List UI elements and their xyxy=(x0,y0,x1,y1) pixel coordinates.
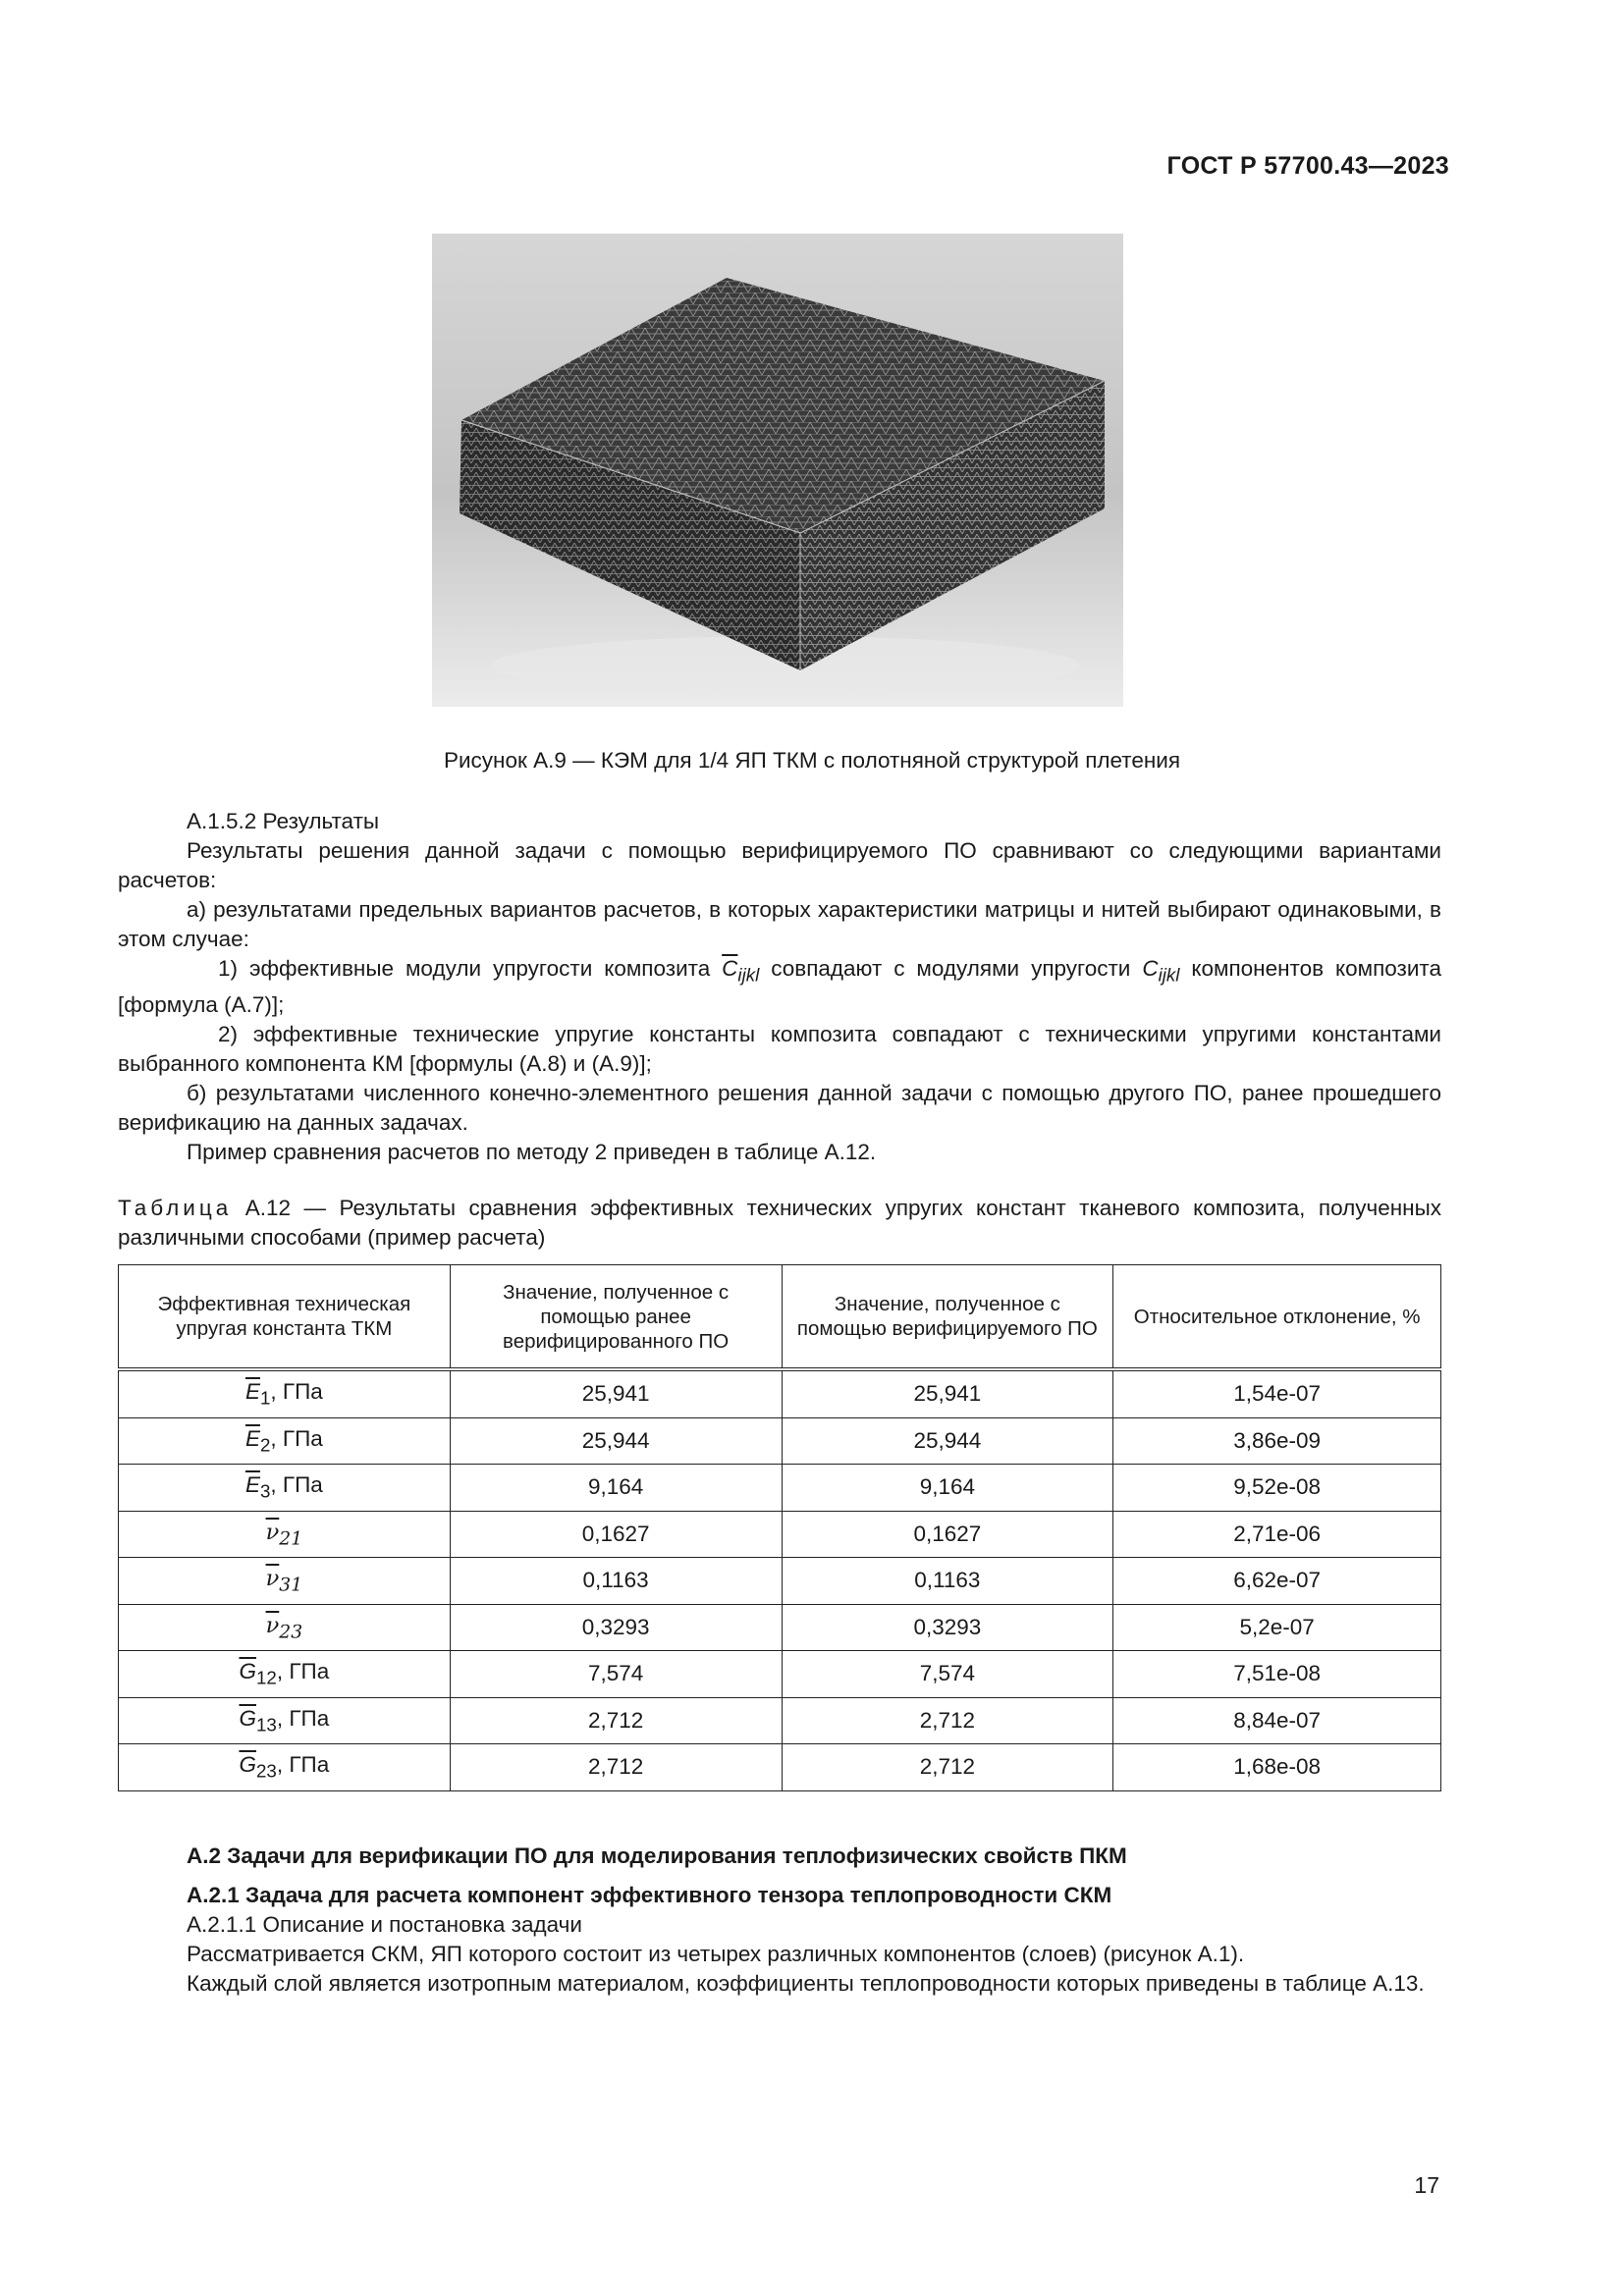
figure-caption: Рисунок А.9 — КЭМ для 1/4 ЯП ТКМ с полотняной структурой плетения xyxy=(443,748,1181,773)
table-caption xyxy=(118,1194,1441,1253)
paragraph: б) результатами численного конечно-элементного решения данной задачи с помощью другого ПО, ранее прошедшего верификацию на данных задачах. xyxy=(118,1080,1441,1135)
ver-value-cell: 2,712 xyxy=(782,1744,1113,1791)
table-header: Относительное отклонение, % xyxy=(1113,1265,1441,1370)
table-row xyxy=(119,1511,1441,1558)
paragraph: Каждый слой является изотропным материалом, коэффициенты теплопроводности которых приведены в таблице А.13. xyxy=(187,1971,1425,1996)
table-row xyxy=(119,1558,1441,1605)
results-section xyxy=(118,807,1441,1167)
paragraph: 2) эффективные технические упругие константы композита совпадают с техническими упругими константами выбранного компонента КМ [формулы (А.8) и (А.9)]; xyxy=(118,1021,1441,1076)
ver-value-cell: 25,944 xyxy=(782,1417,1113,1465)
ver-value-cell: 2,712 xyxy=(782,1697,1113,1744)
table-header: Эффективная техническая упругая константа ТКМ xyxy=(119,1265,451,1370)
ref-value-cell: 0,1163 xyxy=(450,1558,782,1605)
deviation-cell: 5,2e-07 xyxy=(1113,1604,1441,1651)
table-row xyxy=(119,1697,1441,1744)
paragraph: Рассматривается СКМ, ЯП которого состоит из четырех различных компонентов (слоев) (рисунок А.1). xyxy=(187,1942,1245,1966)
paragraph-formula: 1) эффективные модули упругости композита $\overline{C}_{ijkl}$ совпадают с модулями упругости $C_{ijkl}$ компонентов композита [формула (А.7)]; xyxy=(118,956,1441,1017)
mesh-figure xyxy=(432,234,1123,707)
ref-value-cell: 2,712 xyxy=(450,1744,782,1791)
ver-value-cell: 0,1163 xyxy=(782,1558,1113,1605)
fem-mesh-image xyxy=(432,234,1123,707)
ref-value-cell: 25,941 xyxy=(450,1369,782,1417)
table-row xyxy=(119,1417,1441,1465)
ver-value-cell: 9,164 xyxy=(782,1465,1113,1512)
table-header: Значение, полученное с помощью ранее верифицированного ПО xyxy=(450,1265,782,1370)
ref-value-cell: 2,712 xyxy=(450,1697,782,1744)
deviation-cell: 6,62e-07 xyxy=(1113,1558,1441,1605)
table-header-row xyxy=(119,1265,1441,1370)
standard-designation: ГОСТ Р 57700.43—2023 xyxy=(1166,152,1449,180)
constant-cell: $\overline{E}_1$, ГПа xyxy=(119,1369,451,1417)
paragraph: а) результатами предельных вариантов расчетов, в которых характеристики матрицы и нитей выбирают одинаковыми, в этом случае: xyxy=(118,897,1441,951)
table-row xyxy=(119,1744,1441,1791)
deviation-cell: 7,51e-08 xyxy=(1113,1651,1441,1698)
paragraph: Пример сравнения расчетов по методу 2 приведен в таблице А.12. xyxy=(187,1139,877,1164)
table-row xyxy=(119,1651,1441,1698)
subsection-heading: А.2.1 Задача для расчета компонент эффективного тензора теплопроводности СКМ xyxy=(187,1883,1112,1907)
table-row xyxy=(119,1604,1441,1651)
results-table xyxy=(118,1264,1441,1791)
ref-value-cell: 25,944 xyxy=(450,1417,782,1465)
section-heading: А.1.5.2 Результаты xyxy=(187,809,380,833)
ver-value-cell: 0,1627 xyxy=(782,1511,1113,1558)
paragraph: Результаты решения данной задачи с помощью верифицируемого ПО сравнивают со следующими вариантами расчетов: xyxy=(118,838,1441,892)
table-caption-text: А.12 — Результаты сравнения эффективных технических упругих констант тканевого композита, полученных различными способами (пример расчета) xyxy=(118,1196,1441,1250)
table-row xyxy=(119,1369,1441,1417)
item-heading: А.2.1.1 Описание и постановка задачи xyxy=(187,1912,582,1937)
ref-value-cell: 7,574 xyxy=(450,1651,782,1698)
deviation-cell: 3,86e-09 xyxy=(1113,1417,1441,1465)
table-header: Значение, полученное с помощью верифицируемого ПО xyxy=(782,1265,1113,1370)
deviation-cell: 9,52e-08 xyxy=(1113,1465,1441,1512)
deviation-cell: 1,68e-08 xyxy=(1113,1744,1441,1791)
constant-cell: $\overline{\nu}_{23}$ xyxy=(119,1604,451,1651)
constant-cell: $\overline{E}_2$, ГПа xyxy=(119,1417,451,1465)
deviation-cell: 8,84e-07 xyxy=(1113,1697,1441,1744)
ver-value-cell: 25,941 xyxy=(782,1369,1113,1417)
ver-value-cell: 7,574 xyxy=(782,1651,1113,1698)
constant-cell: $\overline{\nu}_{21}$ xyxy=(119,1511,451,1558)
ref-value-cell: 0,1627 xyxy=(450,1511,782,1558)
constant-cell: $\overline{E}_3$, ГПа xyxy=(119,1465,451,1512)
section-heading: А.2 Задачи для верификации ПО для моделирования теплофизических свойств ПКМ xyxy=(187,1843,1127,1868)
constant-cell: $\overline{G}_{23}$, ГПа xyxy=(119,1744,451,1791)
constant-cell: $\overline{G}_{13}$, ГПа xyxy=(119,1697,451,1744)
ref-value-cell: 9,164 xyxy=(450,1465,782,1512)
constant-cell: $\overline{\nu}_{31}$ xyxy=(119,1558,451,1605)
thermal-section xyxy=(118,1842,1441,1999)
table-caption-label: Таблица xyxy=(118,1196,233,1220)
ref-value-cell: 0,3293 xyxy=(450,1604,782,1651)
table-row xyxy=(119,1465,1441,1512)
ver-value-cell: 0,3293 xyxy=(782,1604,1113,1651)
deviation-cell: 2,71e-06 xyxy=(1113,1511,1441,1558)
constant-cell: $\overline{G}_{12}$, ГПа xyxy=(119,1651,451,1698)
deviation-cell: 1,54e-07 xyxy=(1113,1369,1441,1417)
page-number: 17 xyxy=(1414,2172,1439,2198)
